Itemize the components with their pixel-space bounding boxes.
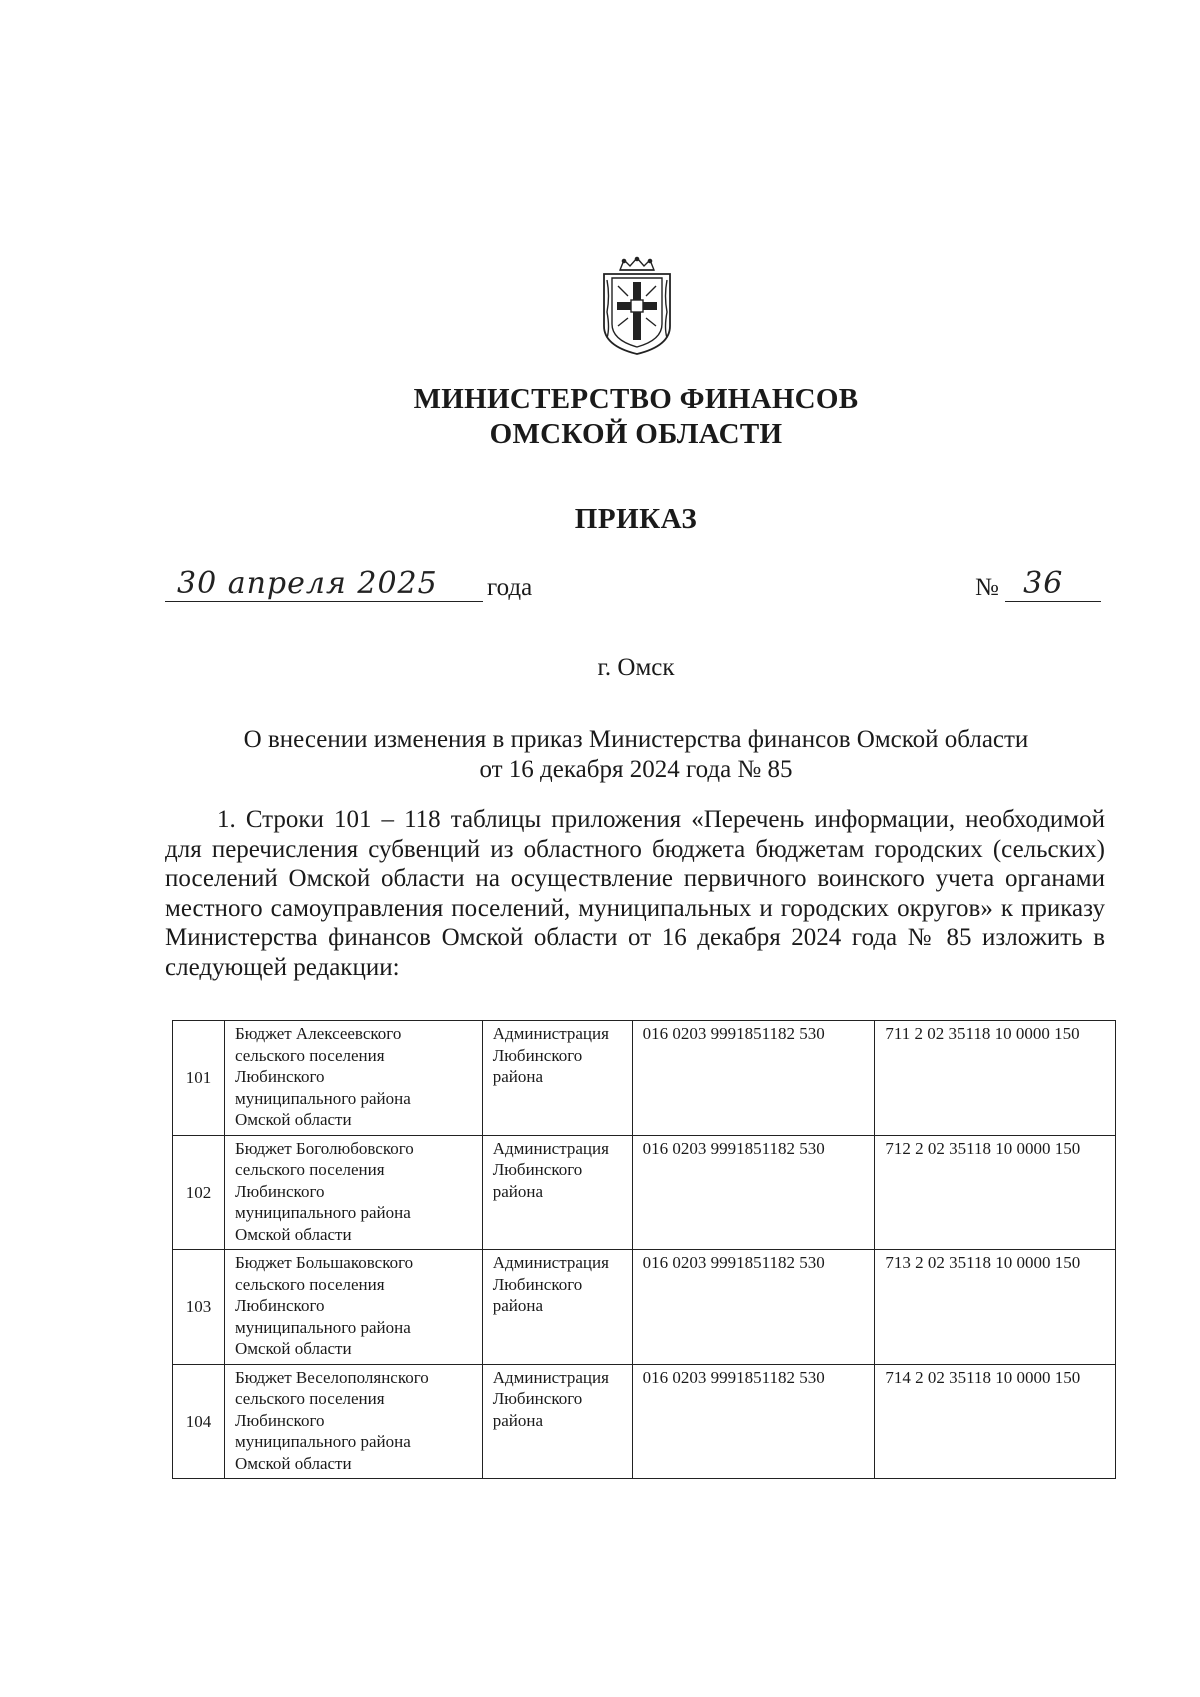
budget-name-cell: Бюджет Веселополянского сельского поселения Любинского муниципального района Омской области [224, 1364, 482, 1479]
document-type: ПРИКАЗ [574, 503, 698, 535]
administrator-cell: Администрация Любинского района [482, 1364, 632, 1479]
row-number: 101 [173, 1021, 225, 1136]
revenue-code-cell: 711 2 02 35118 10 0000 150 [875, 1021, 1116, 1136]
city: г. Омск [597, 654, 675, 681]
expense-code-cell: 016 0203 9991851182 530 [632, 1364, 875, 1479]
table-row [173, 1021, 1116, 1136]
administrator-cell: Администрация Любинского района [482, 1250, 632, 1365]
administrator-cell: Администрация Любинского района [482, 1135, 632, 1250]
table-row [173, 1135, 1116, 1250]
date-suffix: года [487, 574, 533, 601]
expense-code-cell: 016 0203 9991851182 530 [632, 1250, 875, 1365]
ministry-title [0, 382, 1200, 452]
coat-of-arms-icon [598, 256, 676, 356]
subject-line2: от 16 декабря 2024 года № 85 [479, 756, 793, 783]
row-number: 103 [173, 1250, 225, 1365]
administrator-cell: Администрация Любинского района [482, 1021, 632, 1136]
budget-name-cell: Бюджет Алексеевского сельского поселения Любинского муниципального района Омской области [224, 1021, 482, 1136]
budget-table-body [173, 1021, 1116, 1479]
handwritten-number: 36 [1005, 566, 1101, 602]
row-number: 104 [173, 1364, 225, 1479]
number-label: № [975, 574, 999, 601]
expense-code-cell: 016 0203 9991851182 530 [632, 1135, 875, 1250]
subject-line1: О внесении изменения в приказ Министерства финансов Омской области [243, 726, 1029, 753]
row-number: 102 [173, 1135, 225, 1250]
ministry-title-line2: ОМСКОЙ ОБЛАСТИ [489, 418, 783, 450]
budget-table [172, 1020, 1116, 1479]
revenue-code-cell: 714 2 02 35118 10 0000 150 [875, 1364, 1116, 1479]
expense-code-cell: 016 0203 9991851182 530 [632, 1021, 875, 1136]
date-line [165, 566, 532, 606]
handwritten-date: 30 апреля 2025 [165, 566, 483, 602]
number-line [975, 566, 1101, 602]
revenue-code-cell: 713 2 02 35118 10 0000 150 [875, 1250, 1116, 1365]
table-row [173, 1364, 1116, 1479]
order-subject [0, 725, 1200, 785]
table-row [173, 1250, 1116, 1365]
ministry-title-line1: МИНИСТЕРСТВО ФИНАНСОВ [413, 383, 859, 415]
revenue-code-cell: 712 2 02 35118 10 0000 150 [875, 1135, 1116, 1250]
budget-name-cell: Бюджет Боголюбовского сельского поселения Любинского муниципального района Омской области [224, 1135, 482, 1250]
budget-name-cell: Бюджет Большаковского сельского поселения Любинского муниципального района Омской области [224, 1250, 482, 1365]
body-paragraph: 1. Строки 101 – 118 таблицы приложения «Перечень информации, необходимой для перечисления субвенций из областного бюджета бюджетам городских (сельских) поселений Омской области на осуществление первичного воинского учета органами местного самоуправления поселений, муниципальных и городских округов» к приказу Министерства финансов Омской области от 16 декабря 2024 года № 85 изложить в следующей редакции: [165, 806, 1105, 981]
